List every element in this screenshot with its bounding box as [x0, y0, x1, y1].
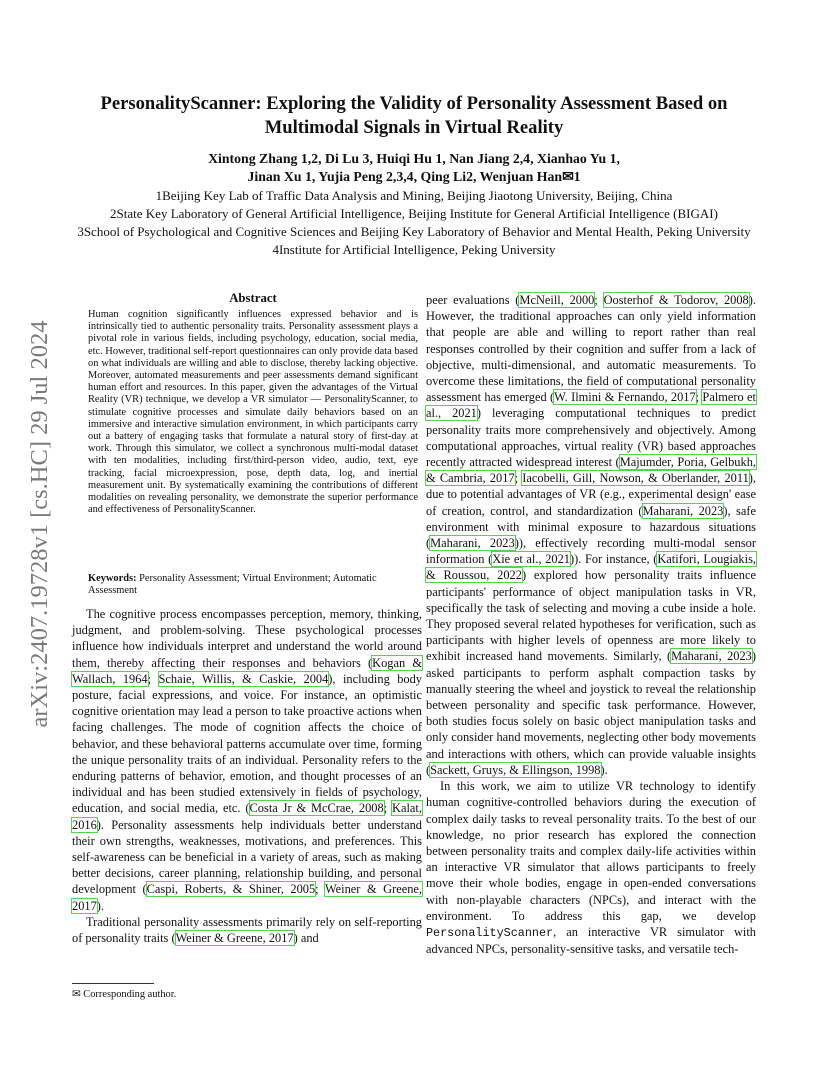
affiliation-2: 2State Key Laboratory of General Artificial Intelligence, Beijing Institute for General Artificial Intelligence (BIGAI): [110, 206, 718, 221]
citation-link[interactable]: Maharani, 2023: [671, 649, 752, 664]
citation-link[interactable]: W. Ilmini & Fernando, 2017: [554, 390, 696, 405]
footnote: ✉ Corresponding author.: [72, 989, 177, 1000]
citation-link[interactable]: McNeill, 2000: [519, 293, 595, 307]
citation-link[interactable]: Katifori, Lougiakis, & Roussou, 2022: [426, 552, 756, 583]
citation-link[interactable]: Kogan & Wallach, 1964: [72, 655, 422, 686]
citation-link[interactable]: Weiner & Greene, 2017: [72, 882, 422, 913]
title-line-2: Multimodal Signals in Virtual Reality: [264, 117, 564, 138]
citation-link[interactable]: Majumder, Poria, Gelbukh, & Cambria, 2017: [426, 455, 756, 486]
citation-link[interactable]: Kalat, 2016: [72, 801, 422, 832]
right-paragraph: peer evaluations (McNeill, 2000; Oosterhof & Todorov, 2008). However, the traditional approaches can only yield information that people are able and willing to report rather than real responses controlled by their cognition and suffer from a lack of objective, multi-dimensional, and automatic measurements. To overcome these limitations, the field of computational personality assessment has emerged (W. Ilmini & Fernando, 2017; Palmero et al., 2021) leveraging computational techniques to predict personality traits more comprehensively and objectively. Among computational approaches, virtual reality (VR) based approaches recently attracted widespread interest (Majumder, Poria, Gelbukh, & Cambria, 2017; Iacobelli, Gill, Nowson, & Oberlander, 2011), due to potential advantages of VR (e.g., experimental design' ease of creation, control, and standardization (Maharani, 2023), safe environment with minimal exposure to hazardous situations (Maharani, 2023)), effectively recording multi-modal sensor information (Xie et al., 2021)). For instance, (Katifori, Lougiakis, & Roussou, 2022) explored how personality traits influence participants' performance of object manipulation tasks in VR, specifically the task of selecting and moving a cube inside a hole. They proposed several related hypotheses for verification, such as participants with higher levels of openness are more likely to exhibit increased hand movements. Similarly, (Maharani, 2023) asked participants to perform asphalt compaction tasks by manually steering the wheel and joystick to reveal the relationship between personality and specific task performance. However, both studies focus solely on basic object manipulation tasks and only consider hand movements, neglecting other body movements and interactions with others, which can provide valuable insights (Sackett, Gruys, & Ellingson, 1998).: [426, 293, 756, 777]
citation-link[interactable]: Caspi, Roberts, & Shiner, 2005: [146, 882, 316, 897]
affiliation-4: 4Institute for Artificial Intelligence, Peking University: [272, 242, 556, 257]
citation-link[interactable]: Weiner & Greene, 2017: [175, 931, 294, 946]
citation-link[interactable]: Iacobelli, Gill, Nowson, & Oberlander, 2011: [522, 471, 749, 486]
citation-link[interactable]: Schaie, Willis, & Caskie, 2004: [158, 671, 329, 686]
citation-link[interactable]: Oosterhof & Todorov, 2008: [603, 293, 749, 307]
left-column: [72, 606, 422, 946]
citation-link[interactable]: Maharani, 2023: [430, 536, 515, 551]
authors-line-1: Xintong Zhang 1,2, Di Lu 3, Huiqi Hu 1, Nan Jiang 2,4, Xianhao Yu 1,: [208, 151, 620, 166]
citation-link[interactable]: Costa Jr & McCrae, 2008: [249, 801, 384, 816]
citation-link[interactable]: Palmero et al., 2021: [426, 390, 756, 421]
keywords-label: Keywords:: [88, 573, 137, 584]
author-list: [80, 150, 748, 186]
citation-link[interactable]: Xie et al., 2021: [492, 552, 570, 567]
title-line-1: PersonalityScanner: Exploring the Validity of Personality Assessment Based on: [100, 93, 728, 114]
abstract-body: Human cognition significantly influences expressed behavior and is intrinsically tied to authentic personality traits. Personality assessment plays a pivotal role in various fields, including psychology, education, social media, etc. However, traditional self-report questionnaires can only provide data based on what individuals are willing and able to disclose, thereby lacking objective. Moreover, automated measurements and peer assessments demand significant human effort and resources. In this paper, given the advantages of the Virtual Reality (VR) technique, we develop a VR simulator — PersonalityScanner, to stimulate cognitive processes and simulate daily behaviors based on an immersive and interactive simulation environment, in which participants carry out a battery of engaging tasks that formulate a natural story of first-day at work. Through this simulator, we collect a synchronous multi-modal dataset with ten modalities, including first/third-person video, audio, text, eye tracking, facial microexpression, pose, depth data, log, and inertial measurement unit. By systematically examining the contributions of different modalities on revealing personality, we demonstrate the superior performance and effectiveness of PersonalityScanner.: [88, 309, 418, 516]
right-paragraph: In this work, we aim to utilize VR technology to identify human cognitive-controlled behaviors during the execution of complex daily tasks to reveal personality traits. To the best of our knowledge, no prior research has explored the connection between personality traits and complex daily-life activities within an interactive VR simulator that allows participants to freely move their whole bodies, engage in open-ended conversations with non-playable characters (NPCs), and interact with the environment. To address this gap, we develop PersonalityScanner, an interactive VR simulator with advanced NPCs, personality-sensitive tasks, and versatile tech-: [426, 779, 756, 957]
footnote-rule: [72, 983, 154, 984]
affiliation-3: 3School of Psychological and Cognitive Sciences and Beijing Key Laboratory of Behavior and Mental Health, Peking University: [77, 224, 751, 239]
citation-link[interactable]: Maharani, 2023: [642, 503, 724, 518]
keywords: [88, 573, 418, 598]
authors-line-2: Jinan Xu 1, Yujia Peng 2,3,4, Qing Li2, Wenjuan Han✉1: [247, 169, 581, 184]
affiliations: [40, 187, 788, 259]
arxiv-stamp-text: arXiv:2407.19728v1 [cs.HC] 29 Jul 2024: [26, 320, 53, 728]
left-paragraph: The cognitive process encompasses perception, memory, thinking, judgment, and problem-solving. These psychological processes influence how individuals interpret and understand the world around them, thereby affecting their responses and behaviors (Kogan & Wallach, 1964; Schaie, Willis, & Caskie, 2004), including body posture, facial expressions, and voice. For instance, an optimistic cognitive orientation may lead a person to take proactive actions when facing challenges. The mode of cognition affects the choice of behavior, and these behavioral patterns accumulate over time, forming the unique personality traits of an individual. Personality refers to the enduring patterns of behavior, emotion, and thought processes of an individual and has been studied extensively in fields of psychology, education, and social media, etc. (Costa Jr & McCrae, 2008; Kalat, 2016). Personality assessments help individuals better understand their own strengths, weaknesses, motivations, and preferences. This self-awareness can be beneficial in a variety of areas, such as making better decisions, career planning, relationship building, and personal development (Caspi, Roberts, & Shiner, 2005; Weiner & Greene, 2017).: [72, 607, 422, 913]
left-paragraph: Traditional personality assessments primarily rely on self-reporting of personality traits (Weiner & Greene, 2017) and: [72, 914, 422, 946]
citation-link[interactable]: Sackett, Gruys, & Ellingson, 1998: [430, 762, 601, 777]
system-name: PersonalityScanner: [426, 925, 554, 940]
right-column: [426, 292, 756, 957]
abstract-heading: Abstract: [229, 291, 277, 305]
arxiv-stamp: [20, 288, 60, 760]
affiliation-1: 1Beijing Key Lab of Traffic Data Analysis and Mining, Beijing Jiaotong University, Beijing, China: [155, 188, 673, 203]
keywords-text: Personality Assessment; Virtual Environment; Automatic Assessment: [88, 573, 377, 597]
paper-title: [60, 92, 768, 140]
